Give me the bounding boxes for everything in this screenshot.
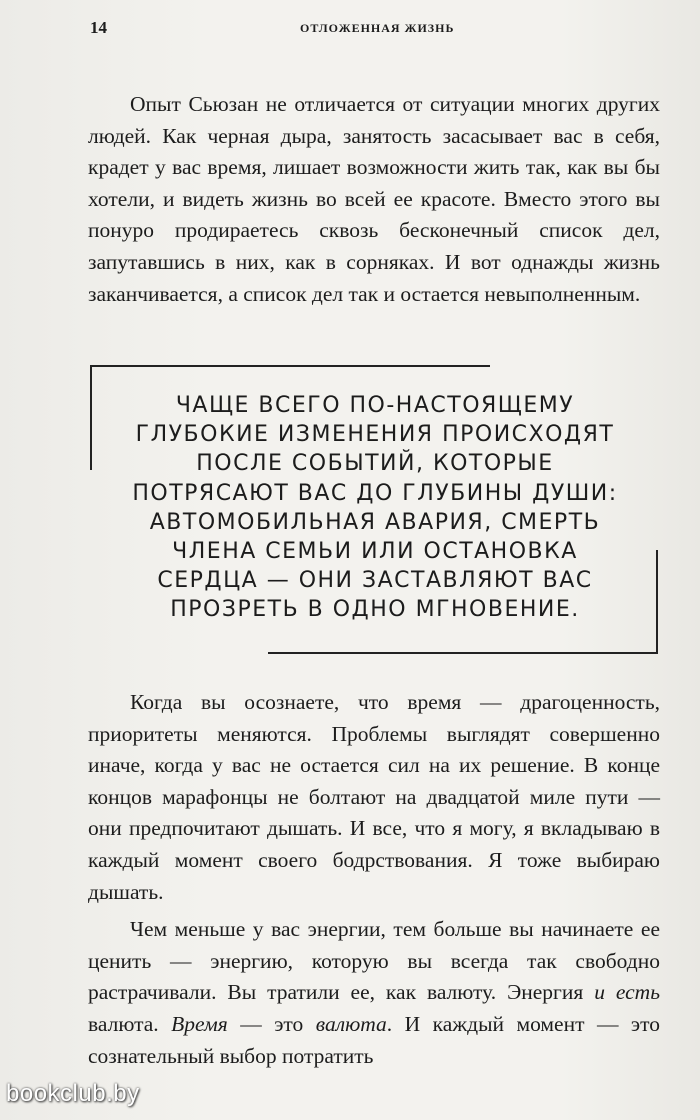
quote-frame-left [90, 365, 92, 470]
paragraph [88, 914, 660, 1072]
paragraph: Опыт Сьюзан не отличается от ситуации многих других людей. Как черная дыра, занятость засасывает вас в себя, крадет у вас время, лишает возможности жить так, как вы бы хотели, и видеть жизнь во всей ее красоте. Вместо этого вы понуро продираетесь сквозь бесконечный список дел, запутавшись в них, как в сорняках. И вот однажды жизнь заканчивается, а список дел так и остается невыполненным. [88, 92, 660, 306]
italic-run: валюта [315, 1011, 387, 1036]
text-run: Чем меньше у вас энергии, тем больше вы начинаете ее ценить — энергию, которую вы всегда так свободно растрачивали. Вы тратили ее, как валюту. Энергия [88, 917, 660, 1005]
text-run: . И каждый момент — это сознательный выбор потратить [88, 1011, 661, 1068]
pull-quote [90, 365, 660, 655]
quote-frame-bottom [268, 652, 658, 654]
pull-quote-text [100, 391, 650, 625]
text-run: — это [227, 1011, 316, 1036]
page-number: 14 [90, 18, 107, 37]
quote-frame-right [656, 550, 658, 654]
italic-run: Время [171, 1011, 228, 1036]
text-block-bottom [88, 687, 660, 1072]
text-run: валюта. [88, 1011, 172, 1036]
book-title: ОТЛОЖЕННАЯ ЖИЗНЬ [300, 21, 455, 35]
quote-line: ЧЛЕНА СЕМЬИ ИЛИ ОСТАНОВКА [172, 539, 578, 565]
quote-line: ПОСЛЕ СОБЫТИЙ, КОТОРЫЕ [196, 451, 554, 477]
paragraph: Когда вы осознаете, что время — драгоценность, приоритеты меняются. Проблемы выглядят совершенно иначе, когда у вас не остается сил на их решение. В конце концов марафонцы не болтают на двадцатой миле пути — они предпочитают дышать. И все, что я могу, я вкладываю в каждый момент своего бодрствования. Я тоже выбираю дышать. [88, 690, 660, 904]
text-block-top [88, 89, 660, 310]
quote-line: АВТОМОБИЛЬНАЯ АВАРИЯ, СМЕРТЬ [149, 509, 601, 535]
quote-line: ПОТРЯСАЮТ ВАС ДО ГЛУБИНЫ ДУШИ: [132, 480, 618, 506]
quote-line: ПРОЗРЕТЬ В ОДНО МГНОВЕНИЕ. [170, 597, 580, 623]
watermark: bookclub.by [6, 1080, 140, 1107]
quote-frame-top [90, 365, 490, 367]
running-head [90, 18, 680, 40]
italic-run: и есть [594, 980, 660, 1005]
quote-line: ЧАЩЕ ВСЕГО ПО-НАСТОЯЩЕМУ [175, 393, 575, 418]
quote-line: СЕРДЦА — ОНИ ЗАСТАВЛЯЮТ ВАС [157, 568, 593, 594]
quote-line: ГЛУБОКИЕ ИЗМЕНЕНИЯ ПРОИСХОДЯТ [135, 422, 615, 448]
